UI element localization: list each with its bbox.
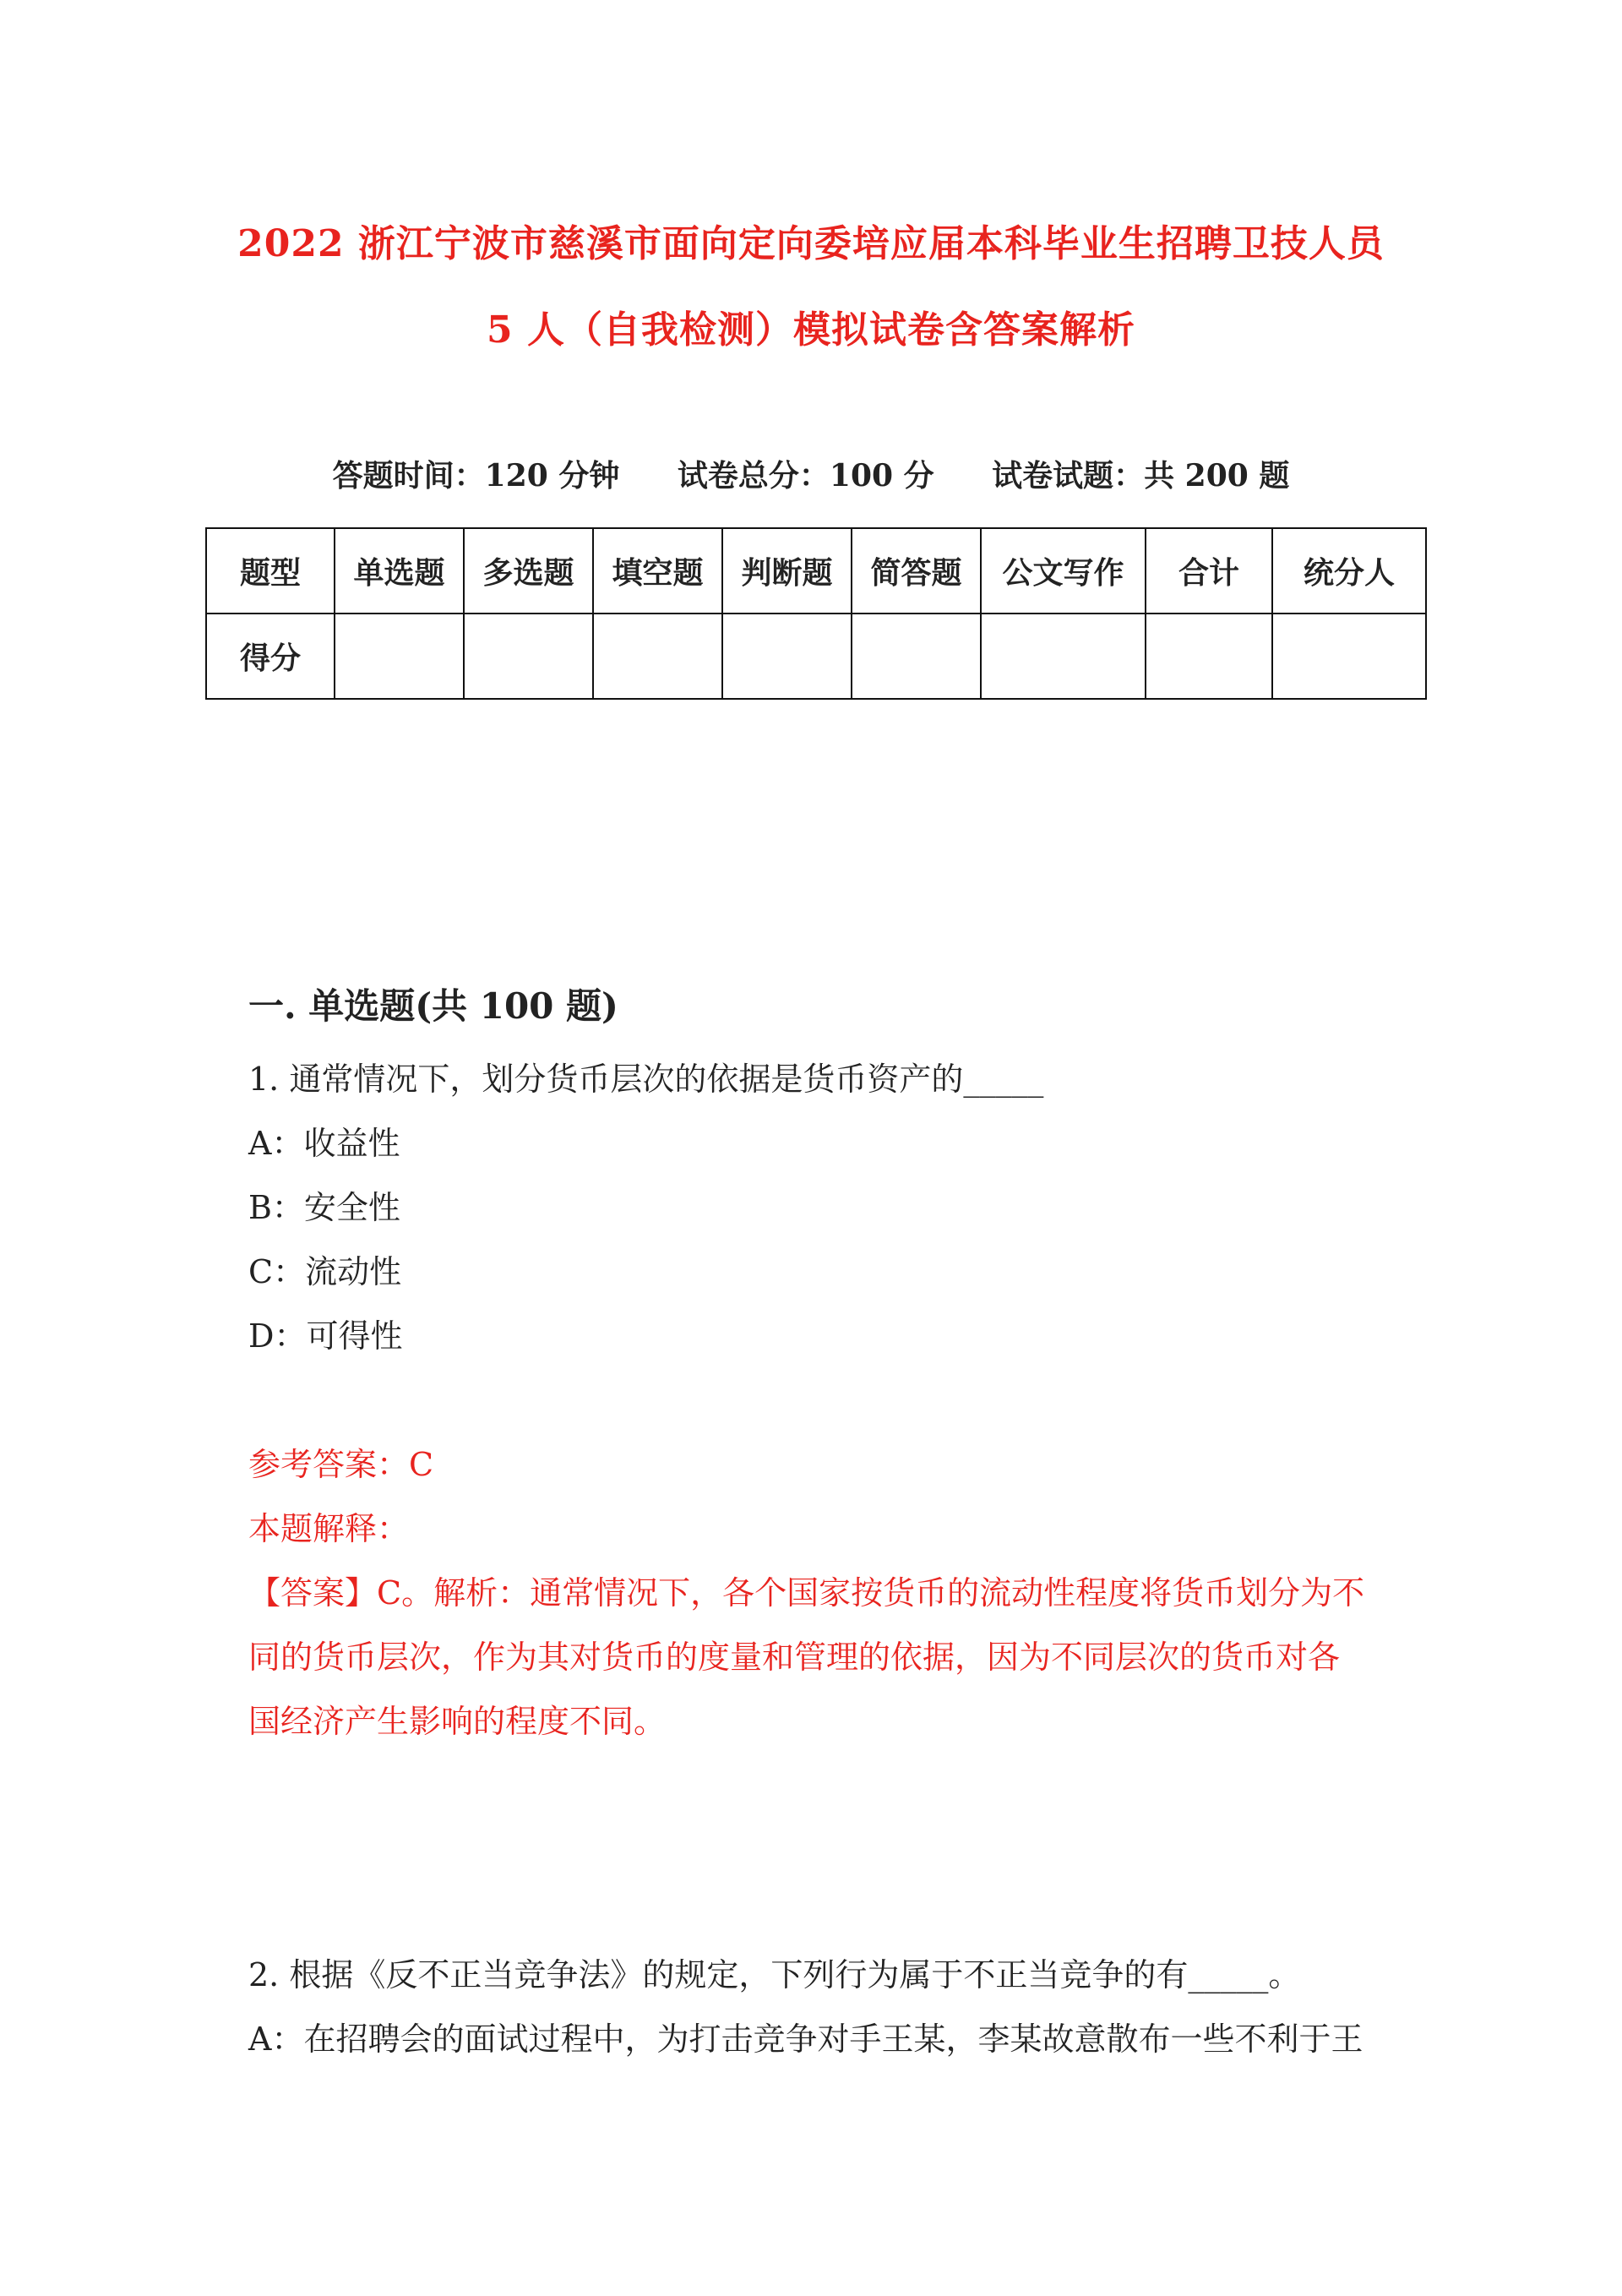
- score-row-label: 得分: [206, 614, 335, 699]
- exam-info: [0, 452, 1622, 495]
- document-title-line-1: 2022 浙江宁波市慈溪市面向定向委培应届本科毕业生招聘卫技人员: [237, 222, 1385, 265]
- question-1-answer: 参考答案：C: [248, 1446, 434, 1483]
- score-table-header: 判断题: [722, 528, 852, 614]
- score-table-header: 填空题: [593, 528, 722, 614]
- question-2-stem: 2. 根据《反不正当竞争法》的规定，下列行为属于不正当竞争的有_____。: [248, 1956, 1301, 1993]
- question-1-explanation-line: 国经济产生影响的程度不同。: [248, 1703, 667, 1740]
- question-2-option-a: A：在招聘会的面试过程中，为打击竞争对手王某，李某故意散布一些不利于王: [248, 2021, 1363, 2058]
- score-table-header: 公文写作: [981, 528, 1146, 614]
- question-1-option-c: C：流动性: [248, 1253, 402, 1290]
- section-heading: 一. 单选题(共 100 题): [248, 985, 618, 1027]
- exam-total-score: 试卷总分：100 分: [677, 458, 934, 494]
- score-table-header: 统分人: [1272, 528, 1426, 614]
- question-1-option-d: D：可得性: [248, 1317, 403, 1355]
- score-table-header: 合计: [1146, 528, 1272, 614]
- score-table-header: 简答题: [852, 528, 981, 614]
- score-cell: [1272, 614, 1426, 699]
- score-cell: [593, 614, 722, 699]
- score-cell: [722, 614, 852, 699]
- score-cell: [981, 614, 1146, 699]
- question-1-explanation-line: 同的货币层次，作为其对货币的度量和管理的依据，因为不同层次的货币对各: [248, 1639, 1341, 1676]
- score-cell: [464, 614, 593, 699]
- score-table-header: 题型: [206, 528, 335, 614]
- score-cell: [335, 614, 464, 699]
- question-1-option-a: A：收益性: [248, 1125, 400, 1162]
- question-1-explanation-line: 【答案】C。解析：通常情况下，各个国家按货币的流动性程度将货币划分为不: [248, 1574, 1365, 1612]
- score-cell: [852, 614, 981, 699]
- question-1-stem: 1. 通常情况下，划分货币层次的依据是货币资产的_____: [248, 1061, 1044, 1098]
- score-table-header-row: [206, 528, 1426, 614]
- question-1-option-b: B：安全性: [248, 1189, 400, 1226]
- exam-time: 答题时间：120 分钟: [332, 458, 620, 494]
- score-cell: [1146, 614, 1272, 699]
- score-table: [205, 527, 1427, 700]
- exam-question-count: 试卷试题：共 200 题: [992, 458, 1290, 494]
- score-table-row: [206, 614, 1426, 699]
- document-title-line-2: 5 人（自我检测）模拟试卷含答案解析: [487, 308, 1135, 352]
- question-1-explanation-label: 本题解释：: [248, 1510, 410, 1547]
- score-table-header: 单选题: [335, 528, 464, 614]
- score-table-header: 多选题: [464, 528, 593, 614]
